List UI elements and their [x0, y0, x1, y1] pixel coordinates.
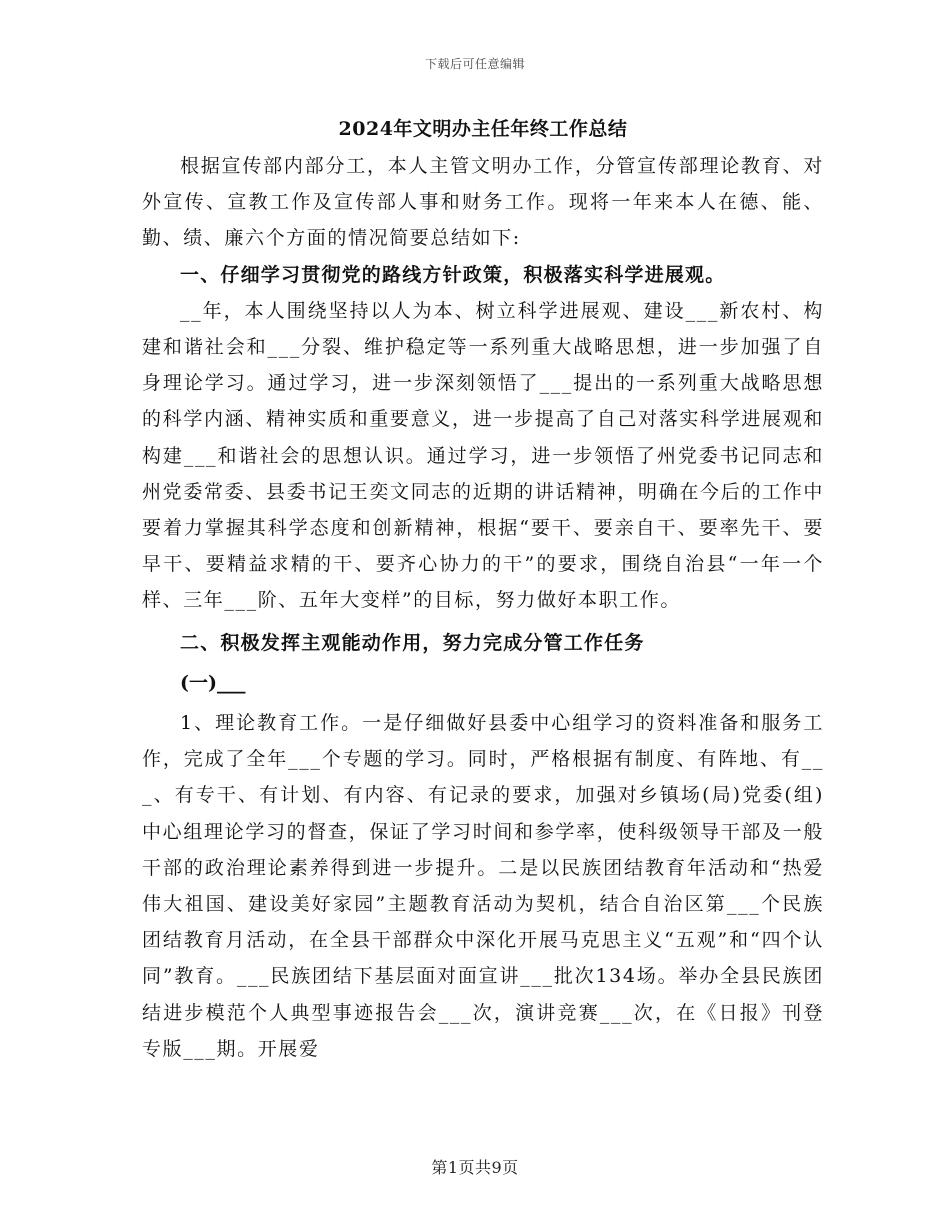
- section-1-heading: 一、仔细学习贯彻党的路线方针政策，积极落实科学进展观。: [180, 263, 726, 286]
- subsection-1-heading: (一)___: [180, 671, 246, 694]
- page-number: 第1页共9页: [431, 1158, 519, 1177]
- item-1-paragraph: 1、理论教育工作。一是仔细做好县委中心组学习的资料准备和服务工作，完成了全年___个专题的学习。同时，严格根据有制度、有阵地、有___、有专干、有计划、有内容、有记录的要求，加强对乡镇场(局)党委(组)中心组理论学习的督查，保证了学习时间和参学率，使科级领导干部及一般干部的政治理论素养得到进一步提升。二是以民族团结教育年活动和“热爱伟大祖国、建设美好家园”主题教育活动为契机，结合自治区第___个民族团结教育月活动，在全县干部群众中深化开展马克思主义“五观”和“四个认同”教育。___民族团结下基层面对面宣讲___批次134场。举办全县民族团结进步模范个人典型事迹报告会___次，演讲竞赛___次，在《日报》刊登专版___期。开展爱: [142, 712, 824, 1060]
- section-1-paragraph: __年，本人围绕坚持以人为本、树立科学进展观、建设___新农村、构建和谐社会和___分裂、维护稳定等一系列重大战略思想，进一步加强了自身理论学习。通过学习，进一步深刻领悟了___提出的一系列重大战略思想的科学内涵、精神实质和重要意义，进一步提高了自己对落实科学进展观和构建___和谐社会的思想认识。通过学习，进一步领悟了州党委书记同志和州党委常委、县委书记王奕文同志的近期的讲话精神，明确在今后的工作中要着力掌握其科学态度和创新精神，根据“要干、要亲自干、要率先干、要早干、要精益求精的干、要齐心协力的干”的要求，围绕自治县“一年一个样、三年___阶、五年大变样”的目标，努力做好本职工作。: [142, 299, 824, 612]
- document-title: 2024年文明办主任年终工作总结: [338, 118, 628, 140]
- document-body: [142, 116, 824, 1067]
- header-note: 下载后可任意编辑: [424, 57, 525, 71]
- section-2-heading: 二、积极发挥主观能动作用，努力完成分管工作任务: [180, 631, 645, 654]
- intro-paragraph: 根据宣传部内部分工，本人主管文明办工作，分管宣传部理论教育、对外宣传、宣教工作及宣传部人事和财务工作。现将一年来本人在德、能、勤、绩、廉六个方面的情况简要总结如下:: [142, 155, 824, 250]
